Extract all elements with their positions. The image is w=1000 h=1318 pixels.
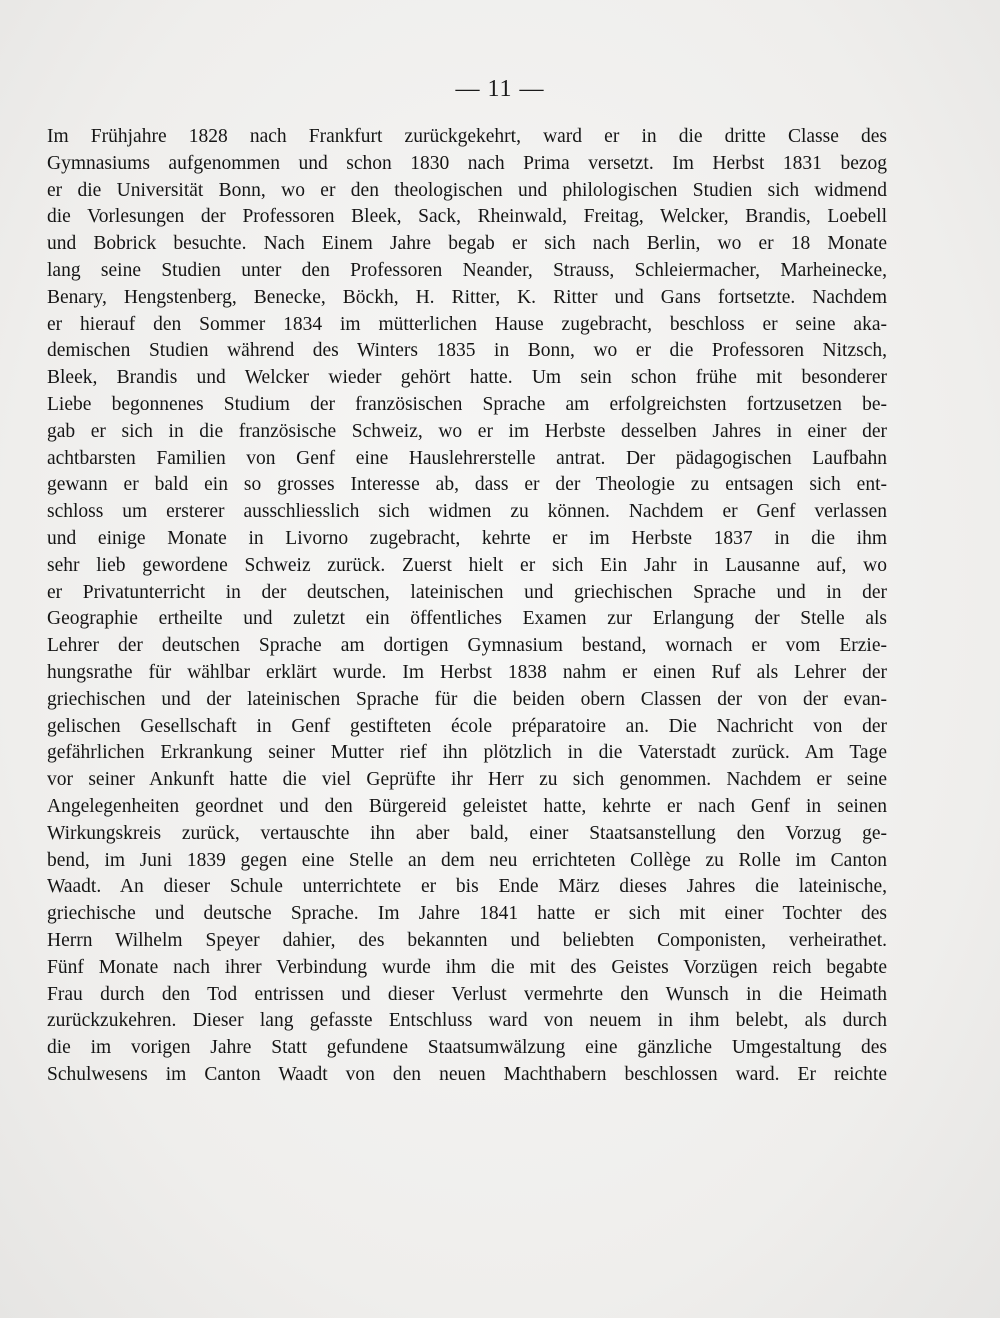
text-line: Fünf Monate nach ihrer Verbindung wurde ihm die mit des Geistes Vorzügen reich begabte	[47, 956, 887, 978]
text-line: Gymnasiums aufgenommen und schon 1830 nach Prima versetzt. Im Herbst 1831 bezog	[47, 152, 887, 174]
text-line: und einige Monate in Livorno zugebracht, kehrte er im Herbste 1837 in die ihm	[47, 527, 887, 549]
text-line: er hierauf den Sommer 1834 im mütterlichen Hause zugebracht, beschloss er seine aka-	[47, 313, 887, 335]
text-line: sehr lieb gewordene Schweiz zurück. Zuerst hielt er sich Ein Jahr in Lausanne auf, wo	[47, 554, 887, 576]
text-line: Liebe begonnenes Studium der französischen Sprache am erfolgreichsten fortzusetzen be-	[47, 393, 887, 415]
text-line: Herrn Wilhelm Speyer dahier, des bekannten und beliebten Componisten, verheirathet.	[47, 929, 887, 951]
text-line: die Vorlesungen der Professoren Bleek, Sack, Rheinwald, Freitag, Welcker, Brandis, Loebell	[47, 206, 887, 228]
text-line: er die Universität Bonn, wo er den theologischen und philologischen Studien sich widmend	[47, 179, 887, 201]
text-line: achtbarsten Familien von Genf eine Hauslehrerstelle antrat. Der pädagogischen Laufbahn	[47, 447, 887, 469]
text-line: Wirkungskreis zurück, vertauschte ihn aber bald, einer Staatsanstellung den Vorzug ge-	[47, 822, 887, 844]
text-line: schloss um ersterer ausschliesslich sich widmen zu können. Nachdem er Genf verlassen	[47, 501, 887, 523]
text-line: gewann er bald ein so grosses Interesse ab, dass er der Theologie zu entsagen sich ent-	[47, 474, 887, 496]
text-line: Im Frühjahre 1828 nach Frankfurt zurückgekehrt, ward er in die dritte Classe des	[47, 126, 887, 147]
page-number: — 11 —	[455, 76, 545, 102]
text-line: griechischen und der lateinischen Sprache für die beiden obern Classen der von der evan-	[47, 688, 887, 710]
text-line: vor seiner Ankunft hatte die viel Geprüfte ihr Herr zu sich genommen. Nachdem er seine	[47, 769, 887, 791]
body-text	[47, 124, 887, 1089]
text-line: lang seine Studien unter den Professoren Neander, Strauss, Schleiermacher, Marheinecke,	[47, 259, 887, 281]
text-line: demischen Studien während des Winters 1835 in Bonn, wo er die Professoren Nitzsch,	[47, 340, 887, 362]
text-line: griechische und deutsche Sprache. Im Jahre 1841 hatte er sich mit einer Tochter des	[47, 903, 887, 925]
text-line: gefährlichen Erkrankung seiner Mutter rief ihn plötzlich in die Vaterstadt zurück. Am Tage	[47, 742, 887, 764]
text-line: gab er sich in die französische Schweiz, wo er im Herbste desselben Jahres in einer der	[47, 420, 887, 442]
text-line: Geographie ertheilte und zuletzt ein öffentliches Examen zur Erlangung der Stelle als	[47, 608, 887, 630]
text-line: Frau durch den Tod entrissen und dieser Verlust vermehrte den Wunsch in die Heimath	[47, 983, 887, 1005]
text-line: Waadt. An dieser Schule unterrichtete er bis Ende März dieses Jahres die lateinische,	[47, 876, 887, 898]
text-line: zurückzukehren. Dieser lang gefasste Entschluss ward von neuem in ihm belebt, als durch	[47, 1010, 887, 1032]
text-line: hungsrathe für wählbar erklärt wurde. Im Herbst 1838 nahm er einen Ruf als Lehrer der	[47, 661, 887, 683]
text-line: die im vorigen Jahre Statt gefundene Staatsumwälzung eine gänzliche Umgestaltung des	[47, 1037, 887, 1059]
text-line: Schulwesens im Canton Waadt von den neuen Machthabern beschlossen ward. Er reichte	[47, 1063, 887, 1085]
text-line: er Privatunterricht in der deutschen, lateinischen und griechischen Sprache und in der	[47, 581, 887, 603]
text-line: Angelegenheiten geordnet und den Bürgereid geleistet hatte, kehrte er nach Genf in seinen	[47, 795, 887, 817]
text-line: und Bobrick besuchte. Nach Einem Jahre begab er sich nach Berlin, wo er 18 Monate	[47, 233, 887, 255]
text-line: gelischen Gesellschaft in Genf gestifteten école préparatoire an. Die Nachricht von der	[47, 715, 887, 737]
text-line: Bleek, Brandis und Welcker wieder gehört hatte. Um sein schon frühe mit besonderer	[47, 367, 887, 389]
text-line: bend, im Juni 1839 gegen eine Stelle an dem neu errichteten Collège zu Rolle im Canton	[47, 849, 887, 871]
text-line: Benary, Hengstenberg, Benecke, Böckh, H. Ritter, K. Ritter und Gans fortsetzte. Nachdem	[47, 286, 887, 308]
text-line: Lehrer der deutschen Sprache am dortigen Gymnasium bestand, wornach er vom Erzie-	[47, 635, 887, 657]
